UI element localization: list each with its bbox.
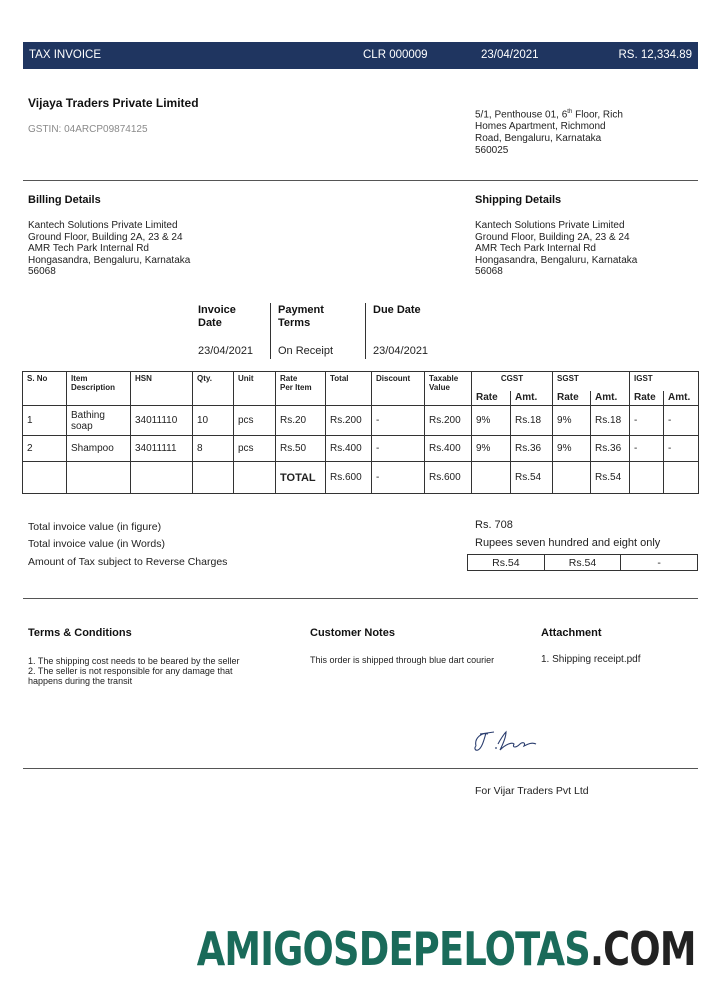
col-discount: Discount [372,372,425,406]
col-taxable: Taxable Value [425,372,472,406]
col-igst-amt: Amt. [664,391,699,406]
col-qty: Qty. [193,372,234,406]
invoice-number: CLR 000009 [363,49,428,61]
invoice-amount: RS. 12,334.89 [618,49,692,61]
notes-title: Customer Notes [310,627,395,639]
terms-title: Terms & Conditions [28,627,132,639]
seller-name: Vijaya Traders Private Limited [28,96,199,110]
col-sgst-amt: Amt. [591,391,630,406]
watermark: AMIGOSDEPELOTAS.COM [197,922,696,976]
divider [23,180,698,181]
col-igst: IGST [630,372,699,391]
billing-title: Billing Details [28,194,101,206]
col-cgst-rate: Rate [472,391,511,406]
table-row: 2 Shampoo 34011111 8 pcs Rs.50 Rs.400 - Rs.400 9% Rs.36 9% Rs.36 - - [23,436,699,462]
figure-label: Total invoice value (in figure) [28,521,162,533]
divider [23,598,698,599]
attachment-title: Attachment [541,627,602,639]
col-hsn: HSN [131,372,193,406]
reverse-charge-table: Rs.54 Rs.54 - [467,554,698,571]
meta-divider [270,303,271,359]
shipping-title: Shipping Details [475,194,562,206]
shipping-address: Kantech Solutions Private Limited Ground Floor, Building 2A, 23 & 24 AMR Tech Park Internal Rd Hongasandra, Bengaluru, Karnataka 56068 [475,220,638,277]
notes-text: This order is shipped through blue dart courier [310,655,495,665]
total-label: TOTAL [276,462,326,494]
table-total-row: TOTAL Rs.600 - Rs.600 Rs.54 Rs.54 [23,462,699,494]
col-item: Item Description [67,372,131,406]
attachment-link[interactable]: 1. Shipping receipt.pdf [541,654,641,665]
col-rate: Rate Per Item [276,372,326,406]
due-date-label: Due Date [373,304,421,316]
divider [23,768,698,769]
invoice-header-date: 23/04/2021 [481,49,539,61]
payment-terms-value: On Receipt [278,345,334,357]
seller-gstin: GSTIN: 04ARCP09874125 [28,124,148,135]
col-cgst-amt: Amt. [511,391,553,406]
due-date-value: 23/04/2021 [373,345,429,357]
col-sgst: SGST [553,372,630,391]
col-total: Total [326,372,372,406]
billing-address: Kantech Solutions Private Limited Ground Floor, Building 2A, 23 & 24 AMR Tech Park Internal Rd Hongasandra, Bengaluru, Karnataka 56068 [28,220,191,277]
doc-type: TAX INVOICE [29,49,101,61]
invoice-header-bar [23,42,698,69]
invoice-date-value: 23/04/2021 [198,345,254,357]
payment-terms-label: Payment Terms [278,304,324,329]
col-unit: Unit [234,372,276,406]
figure-value: Rs. 708 [475,519,513,531]
col-sno: S. No [23,372,67,406]
meta-divider [365,303,366,359]
invoice-date-label: Invoice Date [198,304,236,329]
items-table [22,371,699,494]
terms-text: 1. The shipping cost needs to be beared by the seller 2. The seller is not responsible for any damage that happens during the transit [28,656,240,686]
table-header-row [23,372,699,391]
seller-address: 5/1, Penthouse 01, 6th Floor, Rich Homes Apartment, Richmond Road, Bengaluru, Karnataka 560025 [475,109,623,157]
signature-icon [472,726,552,756]
col-sgst-rate: Rate [553,391,591,406]
for-company-line: For Vijar Traders Pvt Ltd [475,785,589,797]
words-value: Rupees seven hundred and eight only [475,537,661,549]
reverse-charge-label: Amount of Tax subject to Reverse Charges [28,556,228,568]
words-label: Total invoice value (in Words) [28,538,165,550]
col-igst-rate: Rate [630,391,664,406]
table-row: 1 Bathing soap 34011110 10 pcs Rs.20 Rs.200 - Rs.200 9% Rs.18 9% Rs.18 - - [23,406,699,436]
col-cgst: CGST [472,372,553,391]
